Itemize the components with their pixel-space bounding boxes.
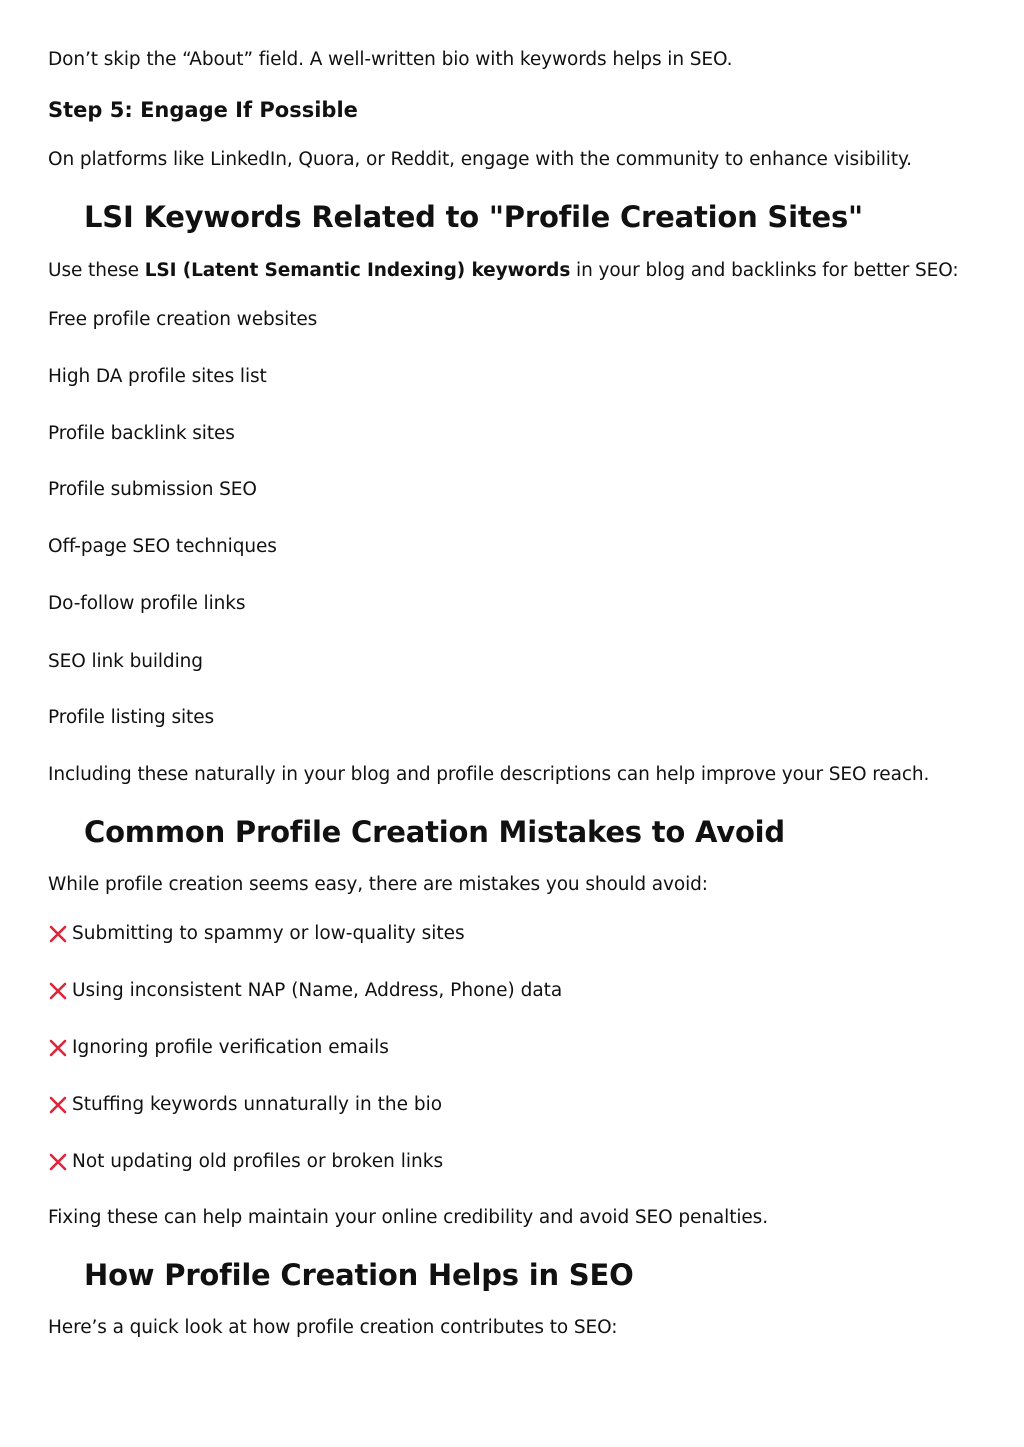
mistakes-heading: Common Profile Creation Mistakes to Avoid — [84, 815, 785, 849]
mistake-item-label: Stuffing keywords unnaturally in the bio — [72, 1094, 443, 1115]
mistake-item — [48, 1036, 389, 1060]
mistake-item-label: Submitting to spammy or low-quality sites — [72, 923, 465, 944]
lsi-keyword-item: Off-page SEO techniques — [48, 536, 277, 557]
step-5-text: On platforms like LinkedIn, Quora, or Reddit, engage with the community to enhance visibility. — [48, 149, 912, 170]
cross-mark-icon — [48, 981, 68, 1001]
mistakes-intro-text: While profile creation seems easy, there are mistakes you should avoid: — [48, 874, 708, 895]
lsi-intro-pre: Use these — [48, 260, 145, 281]
step-5-heading: Step 5: Engage If Possible — [48, 98, 358, 122]
lsi-keyword-item: Profile submission SEO — [48, 479, 257, 500]
lsi-intro-post: in your blog and backlinks for better SEO: — [570, 260, 959, 281]
lsi-keyword-item: Do-follow profile links — [48, 593, 246, 614]
seo-intro-text: Here’s a quick look at how profile creation contributes to SEO: — [48, 1317, 618, 1338]
cross-mark-icon — [48, 1152, 68, 1172]
mistake-item — [48, 979, 562, 1003]
lsi-outro-text: Including these naturally in your blog and profile descriptions can help improve your SEO reach. — [48, 764, 930, 785]
about-tip-text: Don’t skip the “About” field. A well-written bio with keywords helps in SEO. — [48, 49, 733, 70]
lsi-intro-text — [48, 259, 959, 283]
seo-heading: How Profile Creation Helps in SEO — [84, 1258, 634, 1292]
mistake-item — [48, 1093, 442, 1117]
mistake-item-label: Using inconsistent NAP (Name, Address, Phone) data — [72, 980, 563, 1001]
mistakes-outro-text: Fixing these can help maintain your online credibility and avoid SEO penalties. — [48, 1207, 768, 1228]
mistake-item — [48, 1150, 443, 1174]
cross-mark-icon — [48, 924, 68, 944]
lsi-keyword-item: Free profile creation websites — [48, 309, 318, 330]
lsi-keyword-item: SEO link building — [48, 651, 203, 672]
mistake-item — [48, 922, 465, 946]
lsi-keyword-item: Profile listing sites — [48, 707, 215, 728]
lsi-keywords-heading: LSI Keywords Related to "Profile Creation Sites" — [84, 200, 863, 234]
lsi-intro-bold: LSI (Latent Semantic Indexing) keywords — [144, 260, 571, 281]
cross-mark-icon — [48, 1038, 68, 1058]
lsi-keyword-item: Profile backlink sites — [48, 423, 235, 444]
lsi-keyword-item: High DA profile sites list — [48, 366, 267, 387]
mistake-item-label: Ignoring profile verification emails — [72, 1037, 389, 1058]
mistake-item-label: Not updating old profiles or broken links — [72, 1151, 444, 1172]
cross-mark-icon — [48, 1095, 68, 1115]
